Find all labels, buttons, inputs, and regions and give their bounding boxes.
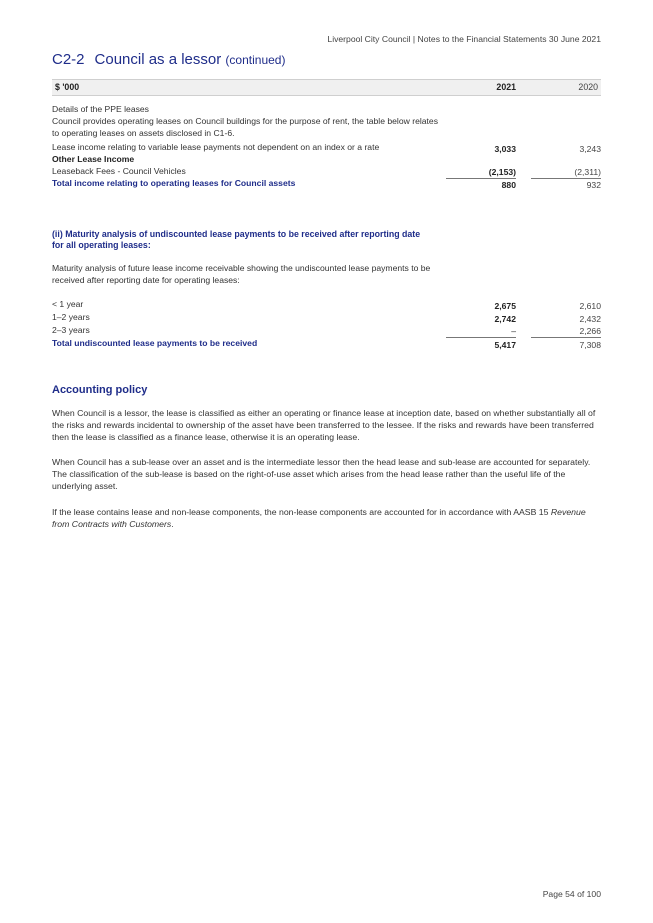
value-2020: (2,311)	[531, 166, 601, 179]
policy-paragraph: When Council has a sub-lease over an asset and is the intermediate lessor then the head lease and sub-lease are accounted for separately. The classification of the sub-lease is based on the right-of-use asset which arises from the head lease rather than the useful life of the underlying asset.	[52, 457, 591, 492]
accounting-policy-title: Accounting policy	[52, 384, 148, 396]
value-2020: 2,432	[579, 314, 601, 324]
policy-paragraph	[52, 506, 604, 530]
policy-paragraph: When Council is a lessor, the lease is classified as either an operating or finance lease at inception date, based on whether substantially all of the risks and rewards incidental to ownership of the asset have been transferred to the lessee. If the risks and rewards have been transferred then the lease is classified as a finance lease, otherwise it is an operating lease.	[52, 408, 596, 443]
row-label: 2–3 years	[52, 325, 90, 335]
row-label: < 1 year	[52, 299, 84, 309]
table-row	[52, 141, 601, 153]
row-label: Leaseback Fees - Council Vehicles	[52, 166, 186, 176]
section-heading: Council as a lessor	[94, 51, 222, 68]
continued-label: (continued)	[225, 53, 286, 67]
column-header-2020: 2020	[578, 82, 598, 92]
value-2020: 3,243	[579, 144, 601, 154]
details-text: Council provides operating leases on Council buildings for the purpose of rent, the table below relates to operating leases on assets disclosed in C1-6.	[52, 116, 438, 138]
value-2021: 2,675	[494, 301, 516, 311]
table-total-row	[52, 337, 601, 349]
table-header	[52, 79, 601, 96]
maturity-intro: Maturity analysis of future lease income receivable showing the undiscounted lease payments to be received after reporting date for operating leases:	[52, 263, 431, 285]
page-number: Page 54 of 100	[542, 889, 601, 899]
policy-text: .	[171, 519, 174, 530]
total-2020: 932	[586, 180, 601, 190]
table-total-row	[52, 177, 601, 189]
maturity-table	[52, 298, 601, 349]
value-2021: –	[446, 325, 516, 338]
policy-text: If the lease contains lease and non-lease components, the non-lease components are accounted for in accordance with AASB 15	[52, 507, 551, 517]
table-row	[52, 324, 601, 337]
value-2020: 2,610	[579, 301, 601, 311]
total-2021: 880	[501, 180, 516, 190]
section-title	[52, 51, 285, 68]
section-number: C2-2	[52, 51, 85, 68]
value-2020: 2,266	[531, 325, 601, 338]
total-label: Total income relating to operating leases for Council assets	[52, 178, 296, 188]
column-header-2021: 2021	[496, 82, 516, 92]
currency-unit-label: $ '000	[55, 82, 80, 92]
total-2020: 7,308	[579, 340, 601, 350]
value-2021: 3,033	[494, 144, 516, 154]
maturity-heading: (ii) Maturity analysis of undiscounted lease payments to be received after reporting date for all operating leases:	[52, 229, 421, 250]
table-row	[52, 311, 601, 324]
total-label: Total undiscounted lease payments to be received	[52, 338, 258, 348]
row-label: Lease income relating to variable lease payments not dependent on an index or a rate	[52, 142, 380, 152]
table-row	[52, 298, 601, 311]
value-2021: (2,153)	[446, 166, 516, 179]
row-label: Other Lease Income	[52, 154, 135, 164]
total-2021: 5,417	[494, 340, 516, 350]
table-row	[52, 165, 601, 177]
lease-income-table	[52, 141, 601, 189]
details-title: Details of the PPE leases	[52, 104, 149, 114]
row-label: 1–2 years	[52, 312, 90, 322]
running-header: Liverpool City Council | Notes to the Financial Statements 30 June 2021	[327, 34, 601, 44]
standard-title: Revenue from Contracts with Customers	[52, 507, 586, 530]
value-2021: 2,742	[494, 314, 516, 324]
table-row	[52, 153, 601, 165]
